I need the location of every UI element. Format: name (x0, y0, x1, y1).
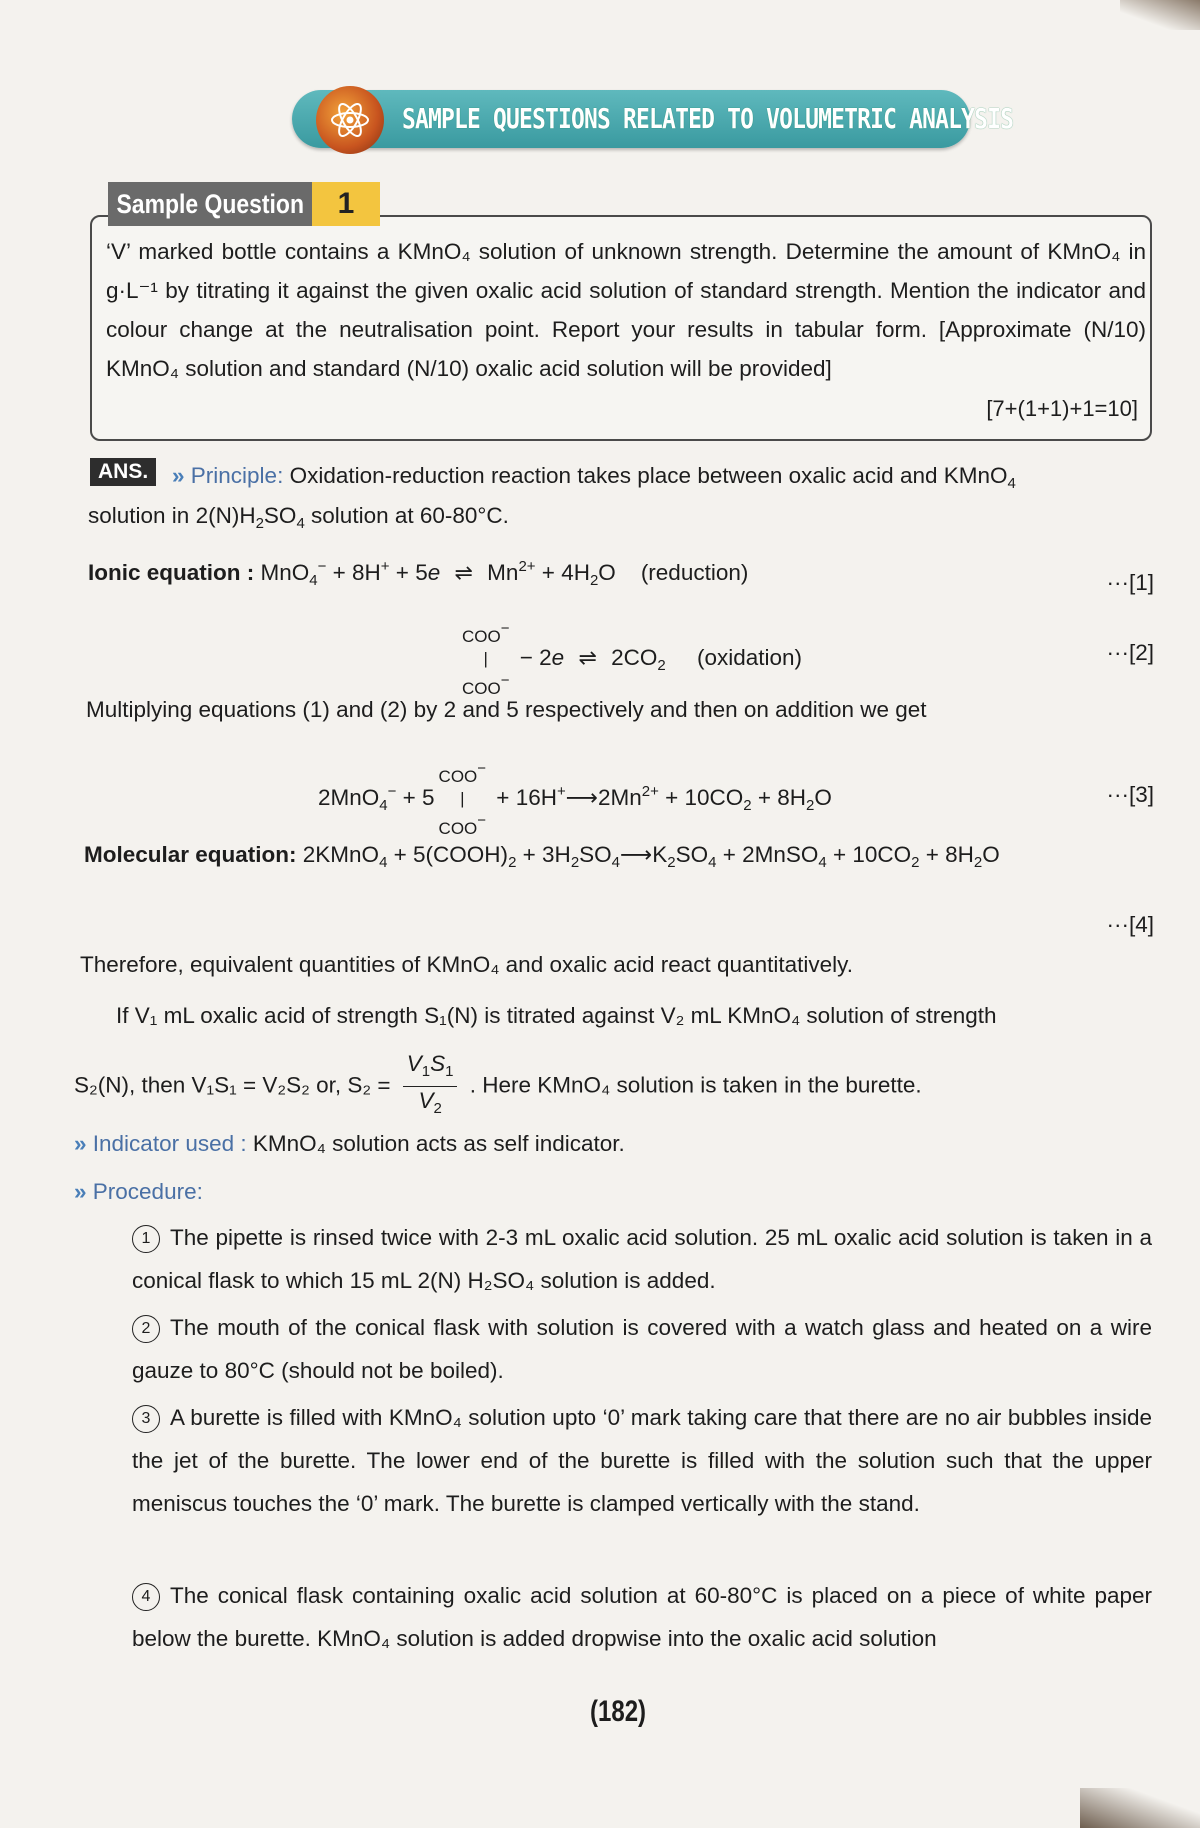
section-banner (292, 90, 1014, 148)
net-ionic-equation: 2MnO$_4$− + 5COO− | $COO^- + 16H^+⟶2Mn^{2+} + 10CO_2 + 8H_2O$ (318, 760, 832, 838)
step-number: 1 (132, 1225, 160, 1253)
principle-line-2: solution in $2(N)H_2SO_4$ solution at 60-80°C. (88, 503, 509, 532)
principle-line-1: » Principle: Oxidation-reduction reaction takes place between oxalic acid and KMnO$_4$ (172, 463, 1016, 492)
principle-label: Principle: (190, 463, 284, 488)
eq2-tag: (oxidation) (697, 644, 803, 670)
question-text: ‘V’ marked bottle contains a KMnO₄ solution of unknown strength. Determine the amount of KMnO₄ in g·L⁻¹ by titrating it against the given oxalic acid solution of standard strength. Mention the indicator and colour change at the neutralisation point. Report your results in tabular form. [Approximate (N/10) KMnO₄ solution and standard (N/10) oxalic acid solution will be provided] (106, 239, 1146, 381)
step-number: 4 (132, 1583, 160, 1611)
step-text: A burette is filled with KMnO₄ solution upto ‘0’ mark taking care that there are no air bubbles inside the jet of the burette. The lower end of the burette is filled with the solution such that the upper meniscus touches the ‘0’ mark. The burette is clamped vertically with the stand. (132, 1405, 1152, 1516)
therefore-text: Therefore, equivalent quantities of KMnO₄ and oxalic acid react quantitatively. (80, 952, 853, 977)
procedure-label: Procedure: (92, 1179, 203, 1204)
multiply-text: Multiplying equations (1) and (2) by 2 and 5 respectively and then on addition we get (86, 697, 927, 722)
principle-text-1: Oxidation-reduction reaction takes place between oxalic acid and KMnO (289, 463, 1008, 488)
principle-text-2: solution in 2(N)H (88, 503, 256, 528)
step-text: The conical flask containing oxalic acid solution at 60-80°C is placed on a piece of white paper below the burette. KMnO₄ solution is added dropwise into the oxalic acid solution (132, 1583, 1152, 1651)
question-marks: [7+(1+1)+1=10] (986, 396, 1138, 421)
eq2-number: ···[2] (1106, 640, 1154, 665)
eq4-number: ···[4] (1106, 912, 1154, 937)
principle-text-3: solution at 60-80°C. (311, 503, 509, 528)
oxalate-structure-2: COO− | COO− (438, 760, 487, 838)
molecular-equation: Molecular equation: 2KMnO$_4$ + $5(COOH)_2$ + $3H_2SO_4⟶K_2SO_4$ + 2MnSO$_4$ + $10CO_2 + 8H_2O$ (84, 842, 1000, 871)
ionic-equation: Ionic equation : MnO$_4$− + 8H+ + 5e ⇌ $Mn^{2+} + 4H_2O$ (reduction) (88, 558, 749, 589)
eq1-tag: (reduction) (640, 560, 749, 585)
molecular-label: Molecular equation: (84, 842, 297, 867)
here-text: . Here KMnO₄ solution is taken in the burette. (469, 1072, 922, 1098)
eq1-number: ···[1] (1106, 570, 1154, 595)
step-text: The pipette is rinsed twice with 2-3 mL oxalic acid solution. 25 mL oxalic acid solution is taken in a conical flask to which 15 mL 2(N) H₂SO₄ solution is added. (132, 1225, 1152, 1293)
eq3-number: ···[3] (1106, 782, 1154, 807)
if-text: If V₁ mL oxalic acid of strength S₁(N) is titrated against V₂ mL KMnO₄ solution of strength (116, 1003, 997, 1028)
oxalate-structure: COO− | COO− (462, 620, 510, 698)
procedure-heading: » Procedure: (74, 1179, 203, 1204)
step-number: 3 (132, 1405, 160, 1433)
procedure-step-4 (132, 1574, 1152, 1660)
then-text: S₂(N), then V₁S₁ = V₂S₂ or, S₂ = (74, 1072, 391, 1098)
atom-icon (316, 86, 384, 154)
page-number: (182) (590, 1695, 647, 1728)
answer-tag: ANS. (90, 458, 156, 486)
ionic-label: Ionic equation : (88, 560, 255, 585)
strength-formula (74, 1050, 922, 1123)
procedure-step-2 (132, 1306, 1152, 1392)
question-tab-label: Sample Question (108, 182, 312, 226)
indicator-label: Indicator used : (92, 1131, 247, 1156)
fraction: $\frac{V_1S_1}{V_2}$ (403, 1050, 458, 1123)
procedure-step-3 (132, 1396, 1152, 1525)
page-bottom-shadow (1080, 1788, 1200, 1828)
indicator-line: » Indicator used : KMnO₄ solution acts as self indicator. (74, 1131, 625, 1156)
procedure-step-1 (132, 1216, 1152, 1302)
question-number: 1 (312, 182, 380, 226)
banner-title: SAMPLE QUESTIONS RELATED TO VOLUMETRIC ANALYSIS (402, 102, 1014, 135)
step-number: 2 (132, 1315, 160, 1343)
step-text: The mouth of the conical flask with solution is covered with a watch glass and heated on a wire gauze to 80°C (should not be boiled). (132, 1315, 1152, 1383)
indicator-text: KMnO₄ solution acts as self indicator. (252, 1131, 625, 1156)
page-corner-shadow (1120, 0, 1200, 30)
oxidation-equation: COO− | COO− − 2e ⇌ $2CO_2$ (oxidation) (462, 620, 803, 698)
